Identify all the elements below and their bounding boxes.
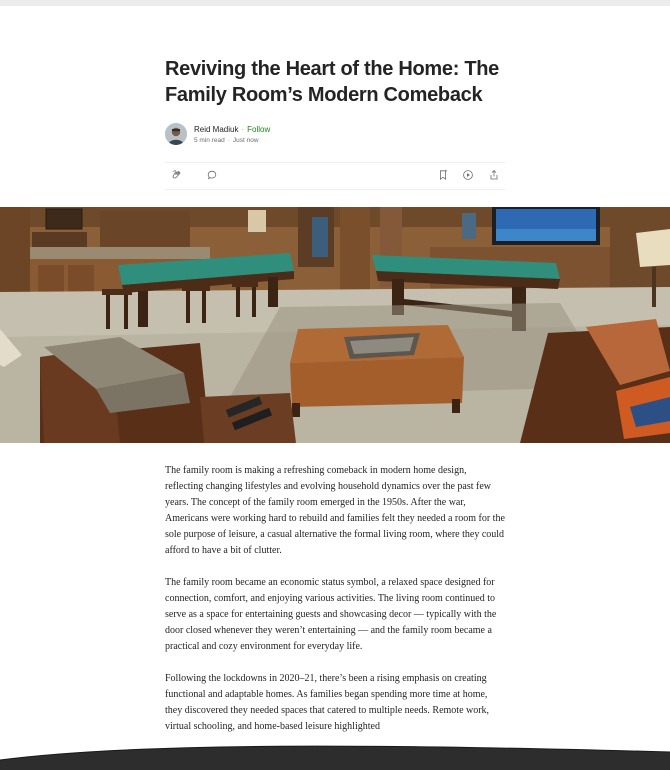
separator-dot: · [227, 137, 230, 144]
family-room-illustration [0, 207, 670, 443]
author-row [194, 125, 270, 135]
clap-icon[interactable] [170, 169, 182, 181]
follow-button[interactable]: Follow [247, 125, 271, 134]
bookmark-icon[interactable] [437, 169, 449, 181]
article-meta [194, 137, 259, 145]
article-action-bar [165, 162, 505, 190]
separator-dot: · [241, 125, 245, 134]
paragraph: The family room is making a refreshing comeback in modern home design, reflecting changing lifestyles and evolving household dynamics over the past few years. The concept of the family room emerged in the 1950s. After the war, Americans were working hard to rebuild and families felt they needed a room for the sole purpose of leisure, a casual alternative the formal living room, where they could afford to have a bit of clutter. [165, 465, 505, 556]
byline [165, 123, 505, 147]
share-icon[interactable] [488, 169, 500, 181]
top-bar-shadow [0, 0, 670, 6]
hero-image [0, 207, 670, 443]
article-header [165, 56, 505, 108]
read-time: 5 min read [194, 137, 225, 144]
article-title: Reviving the Heart of the Home: The Family Room’s Modern Comeback [165, 58, 499, 106]
comment-icon[interactable] [206, 169, 218, 181]
article-body [165, 463, 505, 751]
publish-time: Just now [232, 137, 259, 144]
author-name[interactable]: Reid Madiuk [194, 125, 239, 134]
avatar[interactable] [165, 123, 187, 145]
bottom-curl-overlay [0, 738, 670, 770]
play-icon[interactable] [462, 169, 474, 181]
paragraph: Following the lockdowns in 2020–21, there’s been a rising emphasis on creating functional and adaptable homes. As families began spending more time at home, they discovered they needed spaces that catered to multiple needs. Remote work, virtual schooling, and home-based leisure highlighted [165, 673, 490, 732]
paragraph: The family room became an economic status symbol, a relaxed space designed for connection, comfort, and enjoying various activities. The living room continued to serve as a space for entertaining guests and showcasing decor — typically with the door closed whenever they weren’t entertaining — and the family room became a practical and cozy environment for everyday life. [165, 577, 497, 652]
